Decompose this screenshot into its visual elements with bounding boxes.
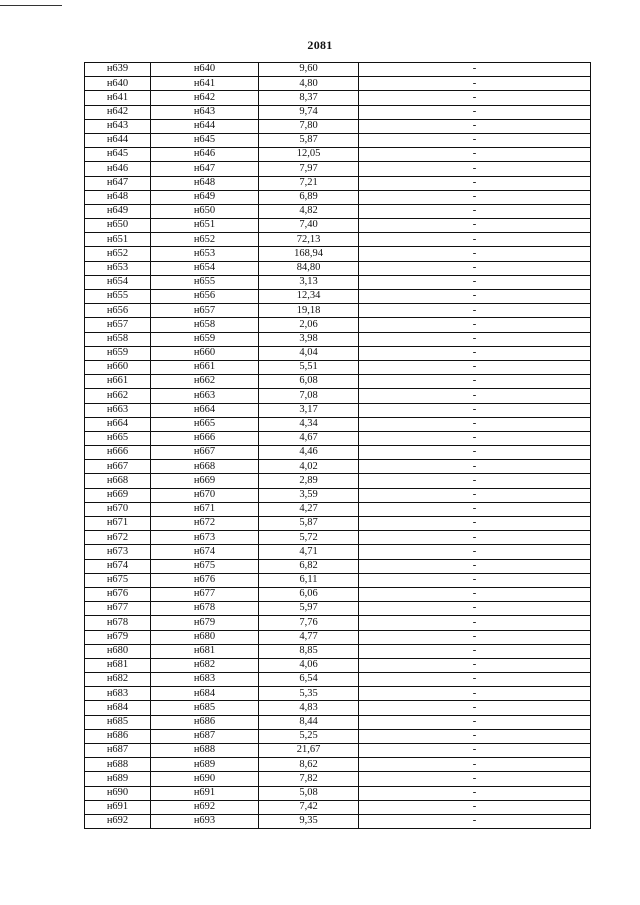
point-to-cell: н657	[151, 304, 259, 318]
point-from-cell: н644	[85, 133, 151, 147]
note-cell: -	[359, 63, 591, 77]
note-cell: -	[359, 616, 591, 630]
point-to-cell: н683	[151, 673, 259, 687]
point-to-cell: н661	[151, 360, 259, 374]
point-to-cell: н672	[151, 517, 259, 531]
point-to-cell: н660	[151, 346, 259, 360]
point-from-cell: н656	[85, 304, 151, 318]
point-to-cell: н690	[151, 772, 259, 786]
note-cell: -	[359, 446, 591, 460]
note-cell: -	[359, 290, 591, 304]
point-from-cell: н673	[85, 545, 151, 559]
length-cell: 2,89	[259, 474, 359, 488]
point-from-cell: н680	[85, 644, 151, 658]
note-cell: -	[359, 148, 591, 162]
note-cell: -	[359, 559, 591, 573]
note-cell: -	[359, 658, 591, 672]
note-cell: -	[359, 247, 591, 261]
point-to-cell: н682	[151, 658, 259, 672]
length-cell: 21,67	[259, 744, 359, 758]
table-row	[85, 658, 591, 672]
length-cell: 19,18	[259, 304, 359, 318]
length-cell: 7,21	[259, 176, 359, 190]
note-cell: -	[359, 474, 591, 488]
point-to-cell: н680	[151, 630, 259, 644]
top-rule	[0, 5, 62, 6]
point-to-cell: н691	[151, 786, 259, 800]
length-cell: 84,80	[259, 261, 359, 275]
length-cell: 7,80	[259, 119, 359, 133]
length-cell: 12,34	[259, 290, 359, 304]
point-to-cell: н687	[151, 729, 259, 743]
note-cell: -	[359, 687, 591, 701]
note-cell: -	[359, 729, 591, 743]
note-cell: -	[359, 332, 591, 346]
point-from-cell: н662	[85, 389, 151, 403]
point-from-cell: н689	[85, 772, 151, 786]
point-to-cell: н671	[151, 502, 259, 516]
point-from-cell: н676	[85, 587, 151, 601]
length-cell: 7,82	[259, 772, 359, 786]
table-row	[85, 573, 591, 587]
point-from-cell: н683	[85, 687, 151, 701]
length-cell: 9,74	[259, 105, 359, 119]
length-cell: 2,06	[259, 318, 359, 332]
table-row	[85, 261, 591, 275]
point-to-cell: н685	[151, 701, 259, 715]
point-from-cell: н645	[85, 148, 151, 162]
point-from-cell: н643	[85, 119, 151, 133]
point-to-cell: н670	[151, 488, 259, 502]
point-from-cell: н661	[85, 375, 151, 389]
table-row	[85, 587, 591, 601]
note-cell: -	[359, 460, 591, 474]
point-from-cell: н651	[85, 233, 151, 247]
point-to-cell: н688	[151, 744, 259, 758]
table-row	[85, 772, 591, 786]
length-cell: 3,59	[259, 488, 359, 502]
note-cell: -	[359, 375, 591, 389]
table-row	[85, 531, 591, 545]
table-row	[85, 630, 591, 644]
length-cell: 12,05	[259, 148, 359, 162]
table-row	[85, 318, 591, 332]
note-cell: -	[359, 105, 591, 119]
point-from-cell: н646	[85, 162, 151, 176]
table-row	[85, 133, 591, 147]
point-from-cell: н658	[85, 332, 151, 346]
table-row	[85, 729, 591, 743]
point-to-cell: н651	[151, 219, 259, 233]
note-cell: -	[359, 275, 591, 289]
point-to-cell: н693	[151, 814, 259, 828]
note-cell: -	[359, 304, 591, 318]
note-cell: -	[359, 204, 591, 218]
point-from-cell: н667	[85, 460, 151, 474]
note-cell: -	[359, 133, 591, 147]
length-cell: 4,80	[259, 77, 359, 91]
point-to-cell: н673	[151, 531, 259, 545]
table-row	[85, 517, 591, 531]
point-from-cell: н640	[85, 77, 151, 91]
point-to-cell: н658	[151, 318, 259, 332]
length-cell: 9,35	[259, 814, 359, 828]
table-row	[85, 304, 591, 318]
table-row	[85, 559, 591, 573]
boundary-segments-table	[84, 62, 591, 829]
point-from-cell: н674	[85, 559, 151, 573]
point-from-cell: н659	[85, 346, 151, 360]
note-cell: -	[359, 233, 591, 247]
length-cell: 6,89	[259, 190, 359, 204]
point-to-cell: н666	[151, 431, 259, 445]
point-to-cell: н681	[151, 644, 259, 658]
point-from-cell: н642	[85, 105, 151, 119]
note-cell: -	[359, 772, 591, 786]
note-cell: -	[359, 176, 591, 190]
table-row	[85, 389, 591, 403]
length-cell: 3,13	[259, 275, 359, 289]
point-to-cell: н676	[151, 573, 259, 587]
point-to-cell: н677	[151, 587, 259, 601]
point-to-cell: н653	[151, 247, 259, 261]
note-cell: -	[359, 417, 591, 431]
point-to-cell: н647	[151, 162, 259, 176]
point-from-cell: н672	[85, 531, 151, 545]
note-cell: -	[359, 190, 591, 204]
length-cell: 4,71	[259, 545, 359, 559]
point-from-cell: н682	[85, 673, 151, 687]
point-from-cell: н654	[85, 275, 151, 289]
note-cell: -	[359, 360, 591, 374]
point-from-cell: н684	[85, 701, 151, 715]
point-to-cell: н654	[151, 261, 259, 275]
length-cell: 6,54	[259, 673, 359, 687]
point-to-cell: н656	[151, 290, 259, 304]
point-from-cell: н669	[85, 488, 151, 502]
point-from-cell: н648	[85, 190, 151, 204]
point-from-cell: н663	[85, 403, 151, 417]
point-from-cell: н670	[85, 502, 151, 516]
point-to-cell: н665	[151, 417, 259, 431]
note-cell: -	[359, 744, 591, 758]
length-cell: 5,08	[259, 786, 359, 800]
note-cell: -	[359, 531, 591, 545]
point-from-cell: н657	[85, 318, 151, 332]
length-cell: 8,62	[259, 758, 359, 772]
length-cell: 4,27	[259, 502, 359, 516]
length-cell: 6,82	[259, 559, 359, 573]
point-to-cell: н689	[151, 758, 259, 772]
point-to-cell: н652	[151, 233, 259, 247]
length-cell: 4,83	[259, 701, 359, 715]
note-cell: -	[359, 800, 591, 814]
length-cell: 4,06	[259, 658, 359, 672]
note-cell: -	[359, 587, 591, 601]
note-cell: -	[359, 814, 591, 828]
note-cell: -	[359, 162, 591, 176]
note-cell: -	[359, 219, 591, 233]
table-row	[85, 701, 591, 715]
note-cell: -	[359, 715, 591, 729]
table-row	[85, 275, 591, 289]
length-cell: 8,44	[259, 715, 359, 729]
length-cell: 72,13	[259, 233, 359, 247]
note-cell: -	[359, 91, 591, 105]
length-cell: 5,97	[259, 602, 359, 616]
point-to-cell: н662	[151, 375, 259, 389]
length-cell: 4,02	[259, 460, 359, 474]
table-row	[85, 687, 591, 701]
point-from-cell: н660	[85, 360, 151, 374]
length-cell: 5,35	[259, 687, 359, 701]
point-to-cell: н663	[151, 389, 259, 403]
table-row	[85, 446, 591, 460]
note-cell: -	[359, 261, 591, 275]
length-cell: 4,77	[259, 630, 359, 644]
table-row	[85, 77, 591, 91]
note-cell: -	[359, 602, 591, 616]
point-from-cell: н690	[85, 786, 151, 800]
length-cell: 6,11	[259, 573, 359, 587]
length-cell: 7,97	[259, 162, 359, 176]
table-row	[85, 190, 591, 204]
table-row	[85, 403, 591, 417]
table-row	[85, 474, 591, 488]
length-cell: 3,17	[259, 403, 359, 417]
table-row	[85, 176, 591, 190]
note-cell: -	[359, 403, 591, 417]
point-to-cell: н649	[151, 190, 259, 204]
point-to-cell: н641	[151, 77, 259, 91]
note-cell: -	[359, 119, 591, 133]
table-row	[85, 346, 591, 360]
point-from-cell: н664	[85, 417, 151, 431]
length-cell: 3,98	[259, 332, 359, 346]
point-from-cell: н688	[85, 758, 151, 772]
point-from-cell: н681	[85, 658, 151, 672]
table-row	[85, 673, 591, 687]
point-from-cell: н650	[85, 219, 151, 233]
point-from-cell: н639	[85, 63, 151, 77]
table-row	[85, 219, 591, 233]
table-row	[85, 360, 591, 374]
length-cell: 4,46	[259, 446, 359, 460]
point-to-cell: н644	[151, 119, 259, 133]
point-from-cell: н679	[85, 630, 151, 644]
table-row	[85, 63, 591, 77]
point-to-cell: н678	[151, 602, 259, 616]
table-row	[85, 644, 591, 658]
point-to-cell: н642	[151, 91, 259, 105]
point-to-cell: н648	[151, 176, 259, 190]
table-row	[85, 758, 591, 772]
note-cell: -	[359, 573, 591, 587]
point-from-cell: н647	[85, 176, 151, 190]
length-cell: 6,08	[259, 375, 359, 389]
point-from-cell: н687	[85, 744, 151, 758]
point-from-cell: н652	[85, 247, 151, 261]
point-to-cell: н659	[151, 332, 259, 346]
table-row	[85, 545, 591, 559]
point-from-cell: н655	[85, 290, 151, 304]
point-to-cell: н664	[151, 403, 259, 417]
point-to-cell: н692	[151, 800, 259, 814]
note-cell: -	[359, 389, 591, 403]
note-cell: -	[359, 786, 591, 800]
table-row	[85, 162, 591, 176]
point-to-cell: н674	[151, 545, 259, 559]
table-row	[85, 715, 591, 729]
point-from-cell: н641	[85, 91, 151, 105]
point-from-cell: н666	[85, 446, 151, 460]
length-cell: 5,87	[259, 517, 359, 531]
table-row	[85, 744, 591, 758]
length-cell: 7,76	[259, 616, 359, 630]
length-cell: 7,08	[259, 389, 359, 403]
point-to-cell: н669	[151, 474, 259, 488]
note-cell: -	[359, 488, 591, 502]
table-row	[85, 332, 591, 346]
point-to-cell: н667	[151, 446, 259, 460]
table-row	[85, 375, 591, 389]
table-row	[85, 204, 591, 218]
table-row	[85, 148, 591, 162]
point-to-cell: н684	[151, 687, 259, 701]
point-to-cell: н650	[151, 204, 259, 218]
length-cell: 6,06	[259, 587, 359, 601]
table-row	[85, 119, 591, 133]
point-from-cell: н671	[85, 517, 151, 531]
point-to-cell: н643	[151, 105, 259, 119]
table-row	[85, 616, 591, 630]
length-cell: 7,40	[259, 219, 359, 233]
note-cell: -	[359, 545, 591, 559]
point-to-cell: н640	[151, 63, 259, 77]
point-to-cell: н675	[151, 559, 259, 573]
note-cell: -	[359, 502, 591, 516]
point-to-cell: н646	[151, 148, 259, 162]
length-cell: 4,67	[259, 431, 359, 445]
point-from-cell: н692	[85, 814, 151, 828]
point-from-cell: н653	[85, 261, 151, 275]
point-from-cell: н668	[85, 474, 151, 488]
point-from-cell: н677	[85, 602, 151, 616]
length-cell: 5,25	[259, 729, 359, 743]
length-cell: 4,34	[259, 417, 359, 431]
table-row	[85, 800, 591, 814]
point-from-cell: н649	[85, 204, 151, 218]
table-row	[85, 602, 591, 616]
point-to-cell: н668	[151, 460, 259, 474]
note-cell: -	[359, 318, 591, 332]
point-to-cell: н679	[151, 616, 259, 630]
note-cell: -	[359, 701, 591, 715]
point-from-cell: н665	[85, 431, 151, 445]
note-cell: -	[359, 431, 591, 445]
length-cell: 7,42	[259, 800, 359, 814]
length-cell: 4,82	[259, 204, 359, 218]
table-row	[85, 417, 591, 431]
table-row	[85, 233, 591, 247]
page-number: 2081	[307, 38, 333, 52]
table-row	[85, 786, 591, 800]
table-row	[85, 91, 591, 105]
note-cell: -	[359, 758, 591, 772]
note-cell: -	[359, 517, 591, 531]
length-cell: 5,87	[259, 133, 359, 147]
table-row	[85, 460, 591, 474]
point-from-cell: н685	[85, 715, 151, 729]
note-cell: -	[359, 346, 591, 360]
table-row	[85, 290, 591, 304]
table-row	[85, 814, 591, 828]
table-row	[85, 502, 591, 516]
table-row	[85, 247, 591, 261]
note-cell: -	[359, 673, 591, 687]
point-to-cell: н655	[151, 275, 259, 289]
length-cell: 5,72	[259, 531, 359, 545]
point-from-cell: н691	[85, 800, 151, 814]
length-cell: 5,51	[259, 360, 359, 374]
table-row	[85, 105, 591, 119]
length-cell: 168,94	[259, 247, 359, 261]
length-cell: 8,85	[259, 644, 359, 658]
table-row	[85, 488, 591, 502]
point-to-cell: н645	[151, 133, 259, 147]
note-cell: -	[359, 644, 591, 658]
point-from-cell: н675	[85, 573, 151, 587]
table-row	[85, 431, 591, 445]
note-cell: -	[359, 630, 591, 644]
note-cell: -	[359, 77, 591, 91]
table-body	[85, 63, 591, 829]
point-from-cell: н686	[85, 729, 151, 743]
length-cell: 9,60	[259, 63, 359, 77]
point-from-cell: н678	[85, 616, 151, 630]
length-cell: 4,04	[259, 346, 359, 360]
length-cell: 8,37	[259, 91, 359, 105]
point-to-cell: н686	[151, 715, 259, 729]
